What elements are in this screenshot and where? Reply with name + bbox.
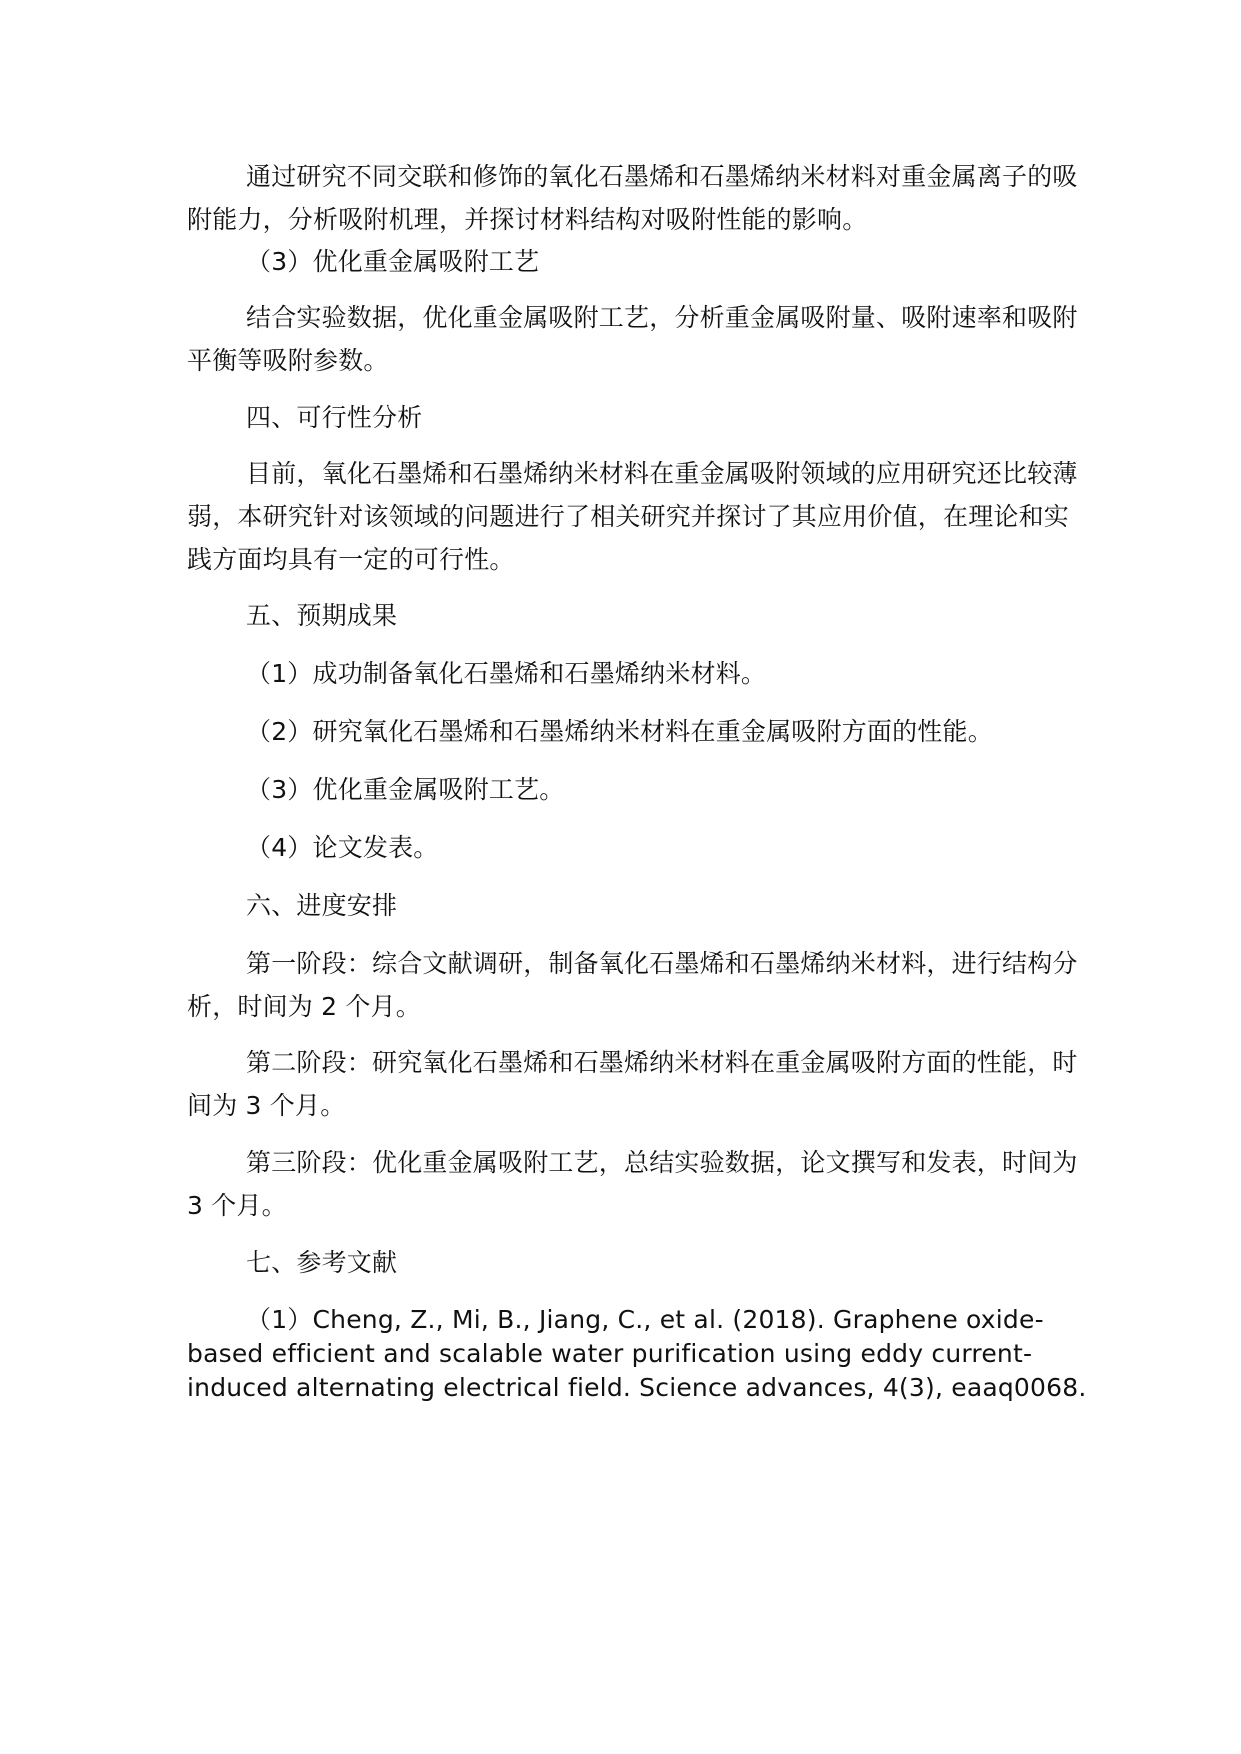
reference-item-1: （1）Cheng, Z., Mi, B., Jiang, C., et al. (2018). Graphene oxide-based efficient and scalable water purification using eddy current-induced alternating electrical field. Science advances, 4(3), eaaq0068. <box>187 1305 1087 1402</box>
schedule-stage-2: 第二阶段：研究氧化石墨烯和石墨烯纳米材料在重金属吸附方面的性能，时间为 3 个月。 <box>187 1048 1078 1120</box>
result-item-2: （2）研究氧化石墨烯和石墨烯纳米材料在重金属吸附方面的性能。 <box>246 717 993 746</box>
subheading-optimize-process: （3）优化重金属吸附工艺 <box>246 247 540 276</box>
heading-schedule: 六、进度安排 <box>246 891 398 920</box>
heading-feasibility: 四、可行性分析 <box>246 403 423 432</box>
paragraph-optimize-process: 结合实验数据，优化重金属吸附工艺，分析重金属吸附量、吸附速率和吸附平衡等吸附参数。 <box>187 303 1078 375</box>
result-item-1: （1）成功制备氧化石墨烯和石墨烯纳米材料。 <box>246 659 767 688</box>
result-item-4: （4）论文发表。 <box>246 833 439 862</box>
schedule-stage-1: 第一阶段：综合文献调研，制备氧化石墨烯和石墨烯纳米材料，进行结构分析，时间为 2 个月。 <box>187 949 1078 1021</box>
paragraph-feasibility: 目前，氧化石墨烯和石墨烯纳米材料在重金属吸附领域的应用研究还比较薄弱，本研究针对该领域的问题进行了相关研究并探讨了其应用价值，在理论和实践方面均具有一定的可行性。 <box>187 459 1078 574</box>
schedule-stage-3: 第三阶段：优化重金属吸附工艺，总结实验数据，论文撰写和发表，时间为 3 个月。 <box>187 1148 1078 1220</box>
heading-references: 七、参考文献 <box>246 1248 398 1277</box>
result-item-3: （3）优化重金属吸附工艺。 <box>246 775 565 804</box>
heading-expected-results: 五、预期成果 <box>246 601 398 630</box>
paragraph-research-adsorption: 通过研究不同交联和修饰的氧化石墨烯和石墨烯纳米材料对重金属离子的吸附能力，分析吸附机理，并探讨材料结构对吸附性能的影响。 <box>187 162 1078 234</box>
